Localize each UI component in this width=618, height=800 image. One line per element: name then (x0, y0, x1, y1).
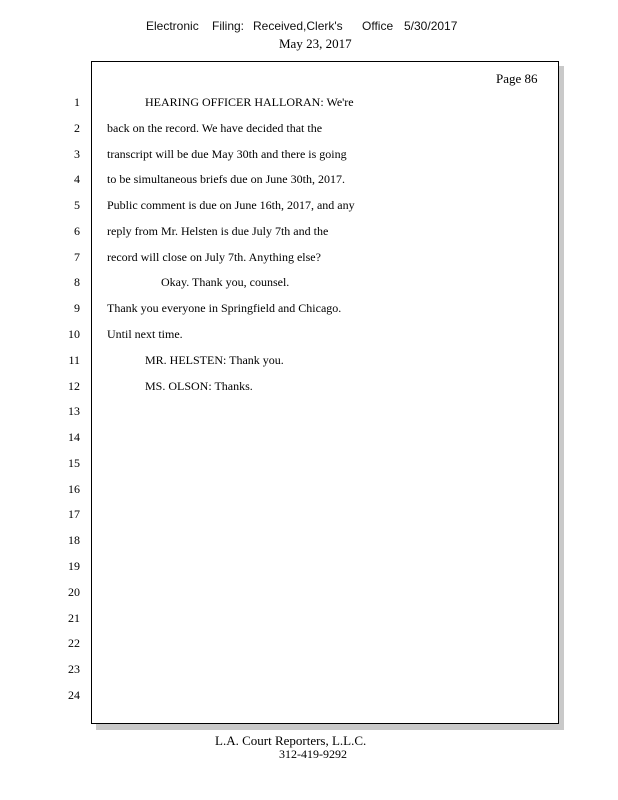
line-number: 18 (68, 533, 80, 547)
line-number: 9 (74, 301, 80, 315)
stamp-date: 5/30/2017 (404, 19, 458, 33)
line-number: 16 (68, 482, 80, 496)
line-text: HEARING OFFICER HALLORAN: We're (145, 95, 354, 109)
stamp-filing: Filing: (212, 19, 245, 33)
footer-phone: 312-419-9292 (279, 747, 347, 761)
footer-company: L.A. Court Reporters, L.L.C. (215, 733, 367, 748)
line-text: Thank you everyone in Springfield and Chicago. (107, 301, 342, 315)
line-text: transcript will be due May 30th and there is going (107, 147, 347, 161)
line-number: 6 (74, 224, 80, 238)
line-number: 7 (74, 250, 80, 264)
line-number: 5 (74, 198, 80, 212)
line-text: Public comment is due on June 16th, 2017, and any (107, 198, 355, 212)
line-number: 19 (68, 559, 80, 573)
line-number: 21 (68, 611, 80, 625)
line-number: 12 (68, 379, 80, 393)
line-number: 11 (68, 353, 80, 367)
line-number: 4 (74, 172, 80, 186)
line-number: 24 (68, 688, 80, 702)
stamp-office: Office (362, 19, 394, 33)
line-text: back on the record. We have decided that the (107, 121, 323, 135)
page-number: Page 86 (496, 71, 538, 86)
line-number: 20 (68, 585, 80, 599)
transcript-date: May 23, 2017 (279, 36, 352, 51)
line-text: to be simultaneous briefs due on June 30th, 2017. (107, 172, 345, 186)
line-number: 13 (68, 404, 80, 418)
stamp-electronic: Electronic (146, 19, 199, 33)
line-number: 1 (74, 95, 80, 109)
line-text: reply from Mr. Helsten is due July 7th and the (107, 224, 329, 238)
line-number: 14 (68, 430, 80, 444)
line-number: 2 (74, 121, 80, 135)
line-text: Okay. Thank you, counsel. (161, 275, 290, 289)
line-number: 17 (68, 507, 80, 521)
line-text: Until next time. (107, 327, 183, 341)
line-number: 8 (74, 275, 80, 289)
line-number: 22 (68, 636, 80, 650)
line-number: 23 (68, 662, 80, 676)
line-number: 3 (74, 147, 80, 161)
line-number: 10 (68, 327, 80, 341)
line-text: record will close on July 7th. Anything else? (107, 250, 321, 264)
line-number: 15 (68, 456, 80, 470)
stamp-received-clerks: Received,Clerk's (253, 19, 343, 33)
line-text: MR. HELSTEN: Thank you. (145, 353, 284, 367)
line-text: MS. OLSON: Thanks. (145, 379, 253, 393)
